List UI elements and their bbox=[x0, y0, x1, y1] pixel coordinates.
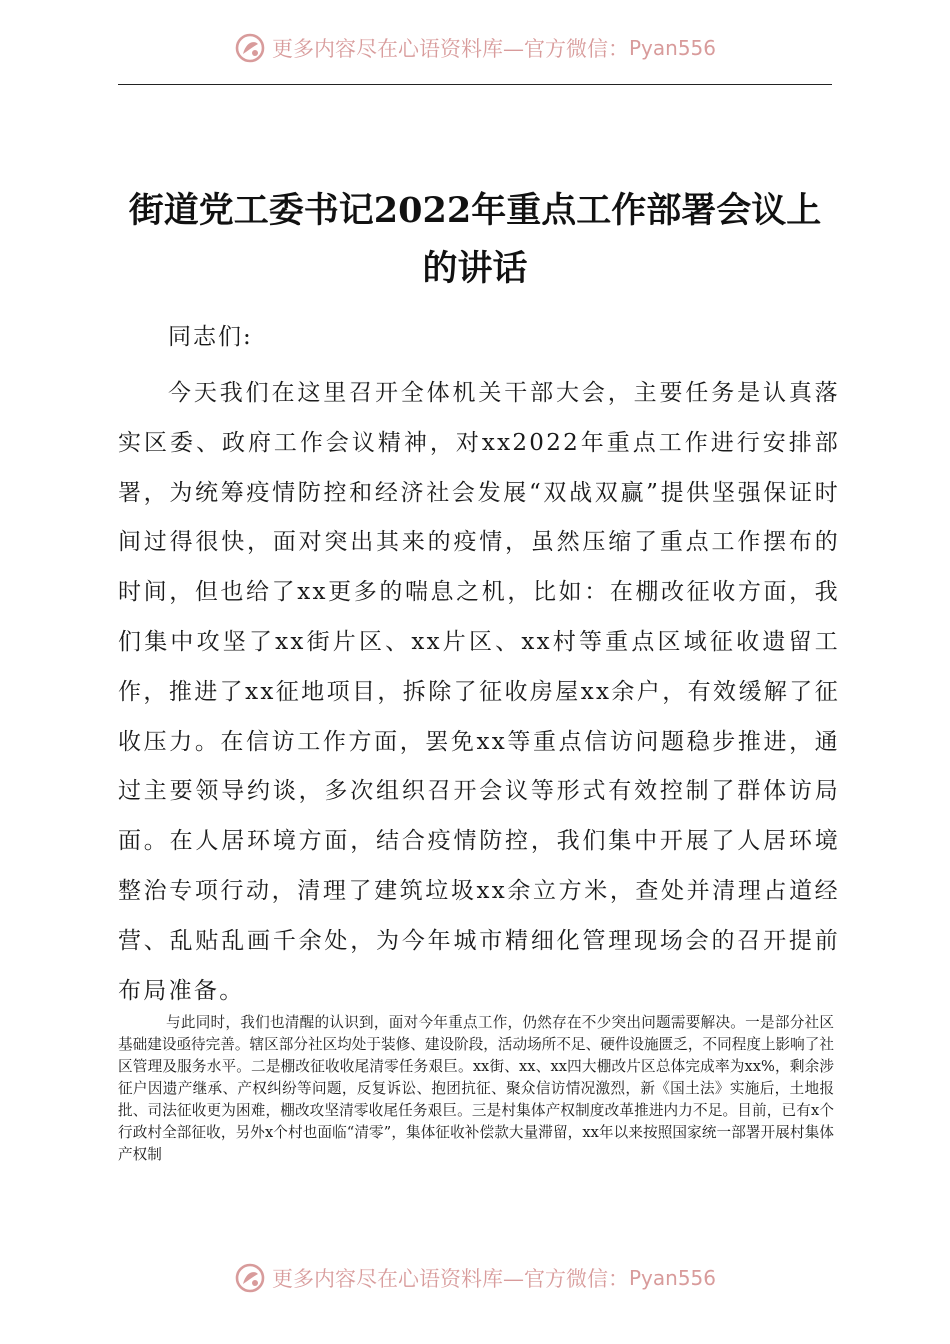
header-divider bbox=[118, 84, 832, 85]
salutation: 同志们: bbox=[168, 324, 253, 350]
watermark-wechat-id: Pyan556 bbox=[628, 36, 716, 60]
logo-icon bbox=[234, 1262, 266, 1294]
watermark-text: 更多内容尽在心语资料库 bbox=[271, 1267, 503, 1291]
header-watermark bbox=[0, 28, 950, 68]
document-title: 街道党工委书记2022年重点工作部署会议上的讲话 bbox=[128, 190, 822, 289]
body-paragraph-2: 与此同时，我们也清醒的认识到，面对今年重点工作，仍然存在不少突出问题需要解决。一是部分社区基础建设亟待完善。辖区部分社区均处于装修、建设阶段，活动场所不足、硬件设施匮乏，不同程度上影响了社区管理及服务水平。二是棚改征收收尾清零任务艰巨。xx街、xx、xx四大棚改片区总体完成率为xx%，剩余涉征户因遗产继承、产权纠纷等问题，反复诉讼、抱团抗征、聚众信访情况激烈，新《国土法》实施后，土地报批、司法征收更为困难，棚改攻坚清零收尾任务艰巨。三是村集体产权制度改革推进内力不足。目前，已有x个行政村全部征收，另外x个村也面临“清零”，集体征收补偿款大量滞留，xx年以来按照国家统一部署开展村集体产权制 bbox=[118, 1014, 834, 1163]
watermark-text: 更多内容尽在心语资料库 bbox=[271, 37, 503, 61]
watermark-wechat-id: Pyan556 bbox=[628, 1266, 716, 1290]
watermark-separator: —官方微信： bbox=[502, 37, 629, 61]
watermark-separator: —官方微信： bbox=[502, 1267, 629, 1291]
logo-icon bbox=[234, 32, 266, 64]
footer-watermark bbox=[0, 1258, 950, 1298]
body-paragraph-1: 今天我们在这里召开全体机关干部大会，主要任务是认真落实区委、政府工作会议精神，对xx2022年重点工作进行安排部署，为统筹疫情防控和经济社会发展“双战双赢”提供坚强保证时间过得很快，面对突出其来的疫情，虽然压缩了重点工作摆布的时间，但也给了xx更多的喘息之机，比如：在棚改征收方面，我们集中攻坚了xx街片区、xx片区、xx村等重点区域征收遗留工作，推进了xx征地项目，拆除了征收房屋xx余户，有效缓解了征收压力。在信访工作方面，罢免xx等重点信访问题稳步推进，通过主要领导约谈，多次组织召开会议等形式有效控制了群体访局面。在人居环境方面，结合疫情防控，我们集中开展了人居环境整治专项行动，清理了建筑垃圾xx余立方米，查处并清理占道经营、乱贴乱画千余处，为今年城市精细化管理现场会的召开提前布局准备。 bbox=[118, 380, 840, 1004]
